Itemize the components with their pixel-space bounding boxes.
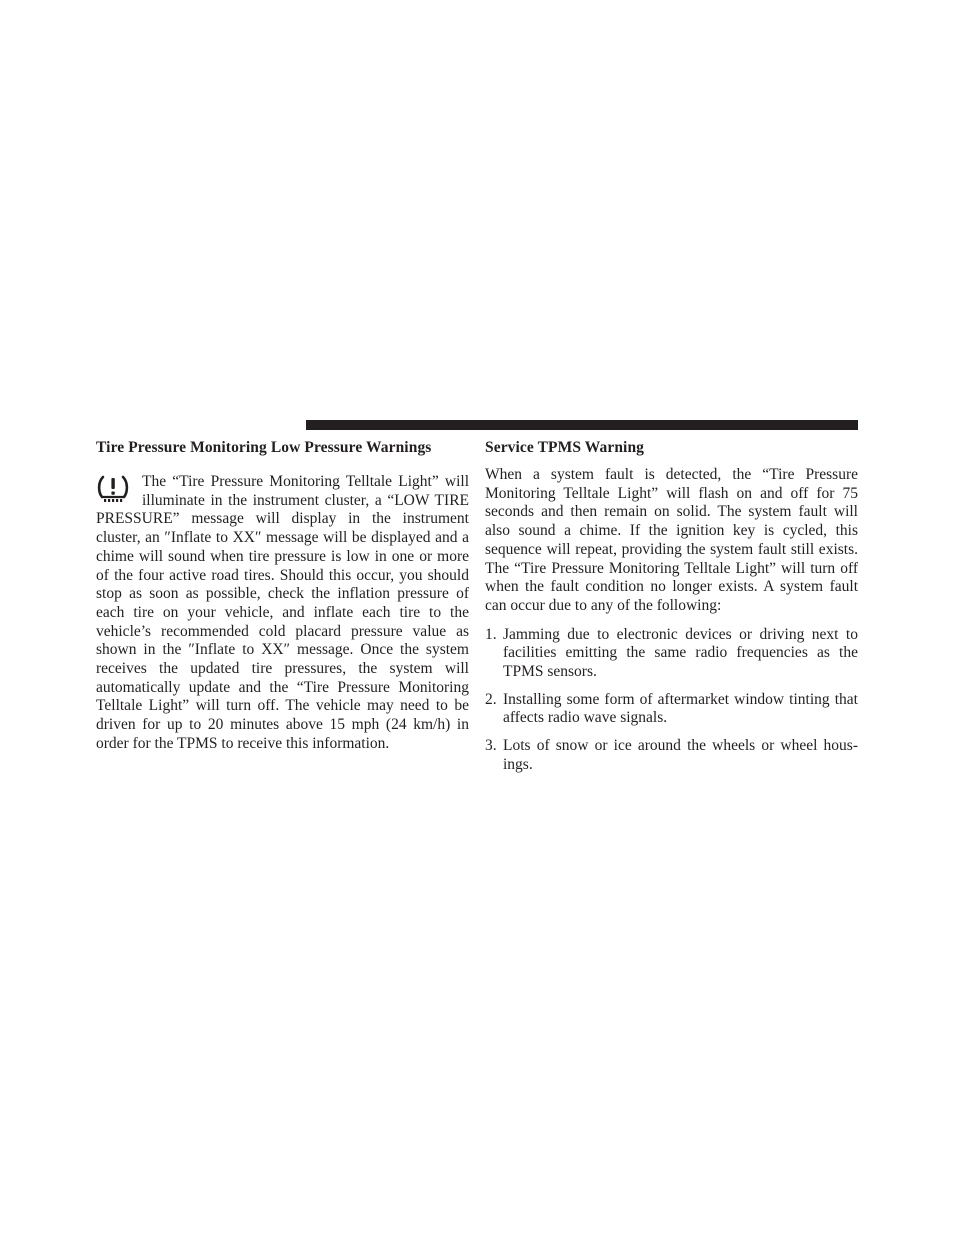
low-pressure-warnings-text: The “Tire Pressure Monitoring Telltale Light” will illuminate in the instrument cluster, a “LOW TIRE PRESSURE” message will display in the instrument cluster, an ″Inflate to XX″ message will be displayed and a chime will sound when tire pressure is low in one or more of the four active road tires. Should this occur, you should stop as soon as possible, check the inflation pressure of each tire on your vehicle, and inflate each tire to the vehicle’s recommended cold placard pressure value as shown in the ″Inflate to XX″ message. Once the system receives the updated tire pressures, the system will automatically update and the “Tire Pressure Monitoring Telltale Light” will turn off. The vehicle may need to be driven for up to 20 minutes above 15 mph (24 km/h) in order for the TPMS to receive this information. bbox=[96, 473, 469, 752]
right-column bbox=[485, 438, 858, 784]
list-item-text: Lots of snow or ice around the wheels or wheel housings. bbox=[503, 737, 858, 773]
list-item bbox=[485, 737, 858, 774]
service-tpms-body: When a system fault is detected, the “Tire Pressure Monitoring Telltale Light” will flash on and off for 75 seconds and then remain on solid. The system fault will also sound a chime. If the ignition key is cycled, this sequence will repeat, providing the system fault still exists. The “Tire Pressure Monitoring Telltale Light” will turn off when the fault condition no longer exists. A system fault can occur due to any of the following: bbox=[485, 466, 858, 614]
list-item-number: 3. bbox=[485, 737, 497, 755]
service-tpms-heading: Service TPMS Warning bbox=[485, 439, 645, 456]
section-header-bar bbox=[306, 420, 858, 430]
list-item-number: 1. bbox=[485, 625, 497, 643]
list-item-text: Jamming due to electronic devices or driving next to facilities emitting the same radio frequencies as the TPMS sensors. bbox=[503, 625, 858, 681]
tpms-telltale-icon bbox=[96, 474, 130, 504]
list-item-number: 2. bbox=[485, 690, 497, 708]
low-pressure-warnings-heading: Tire Pressure Monitoring Low Pressure Warnings bbox=[96, 439, 432, 456]
low-pressure-warnings-body bbox=[96, 473, 469, 754]
left-column bbox=[96, 438, 469, 754]
list-item bbox=[485, 626, 858, 682]
fault-cause-list bbox=[485, 626, 858, 775]
list-item bbox=[485, 691, 858, 728]
list-item-text: Installing some form of aftermarket window tinting that affects radio wave signals. bbox=[503, 690, 858, 727]
